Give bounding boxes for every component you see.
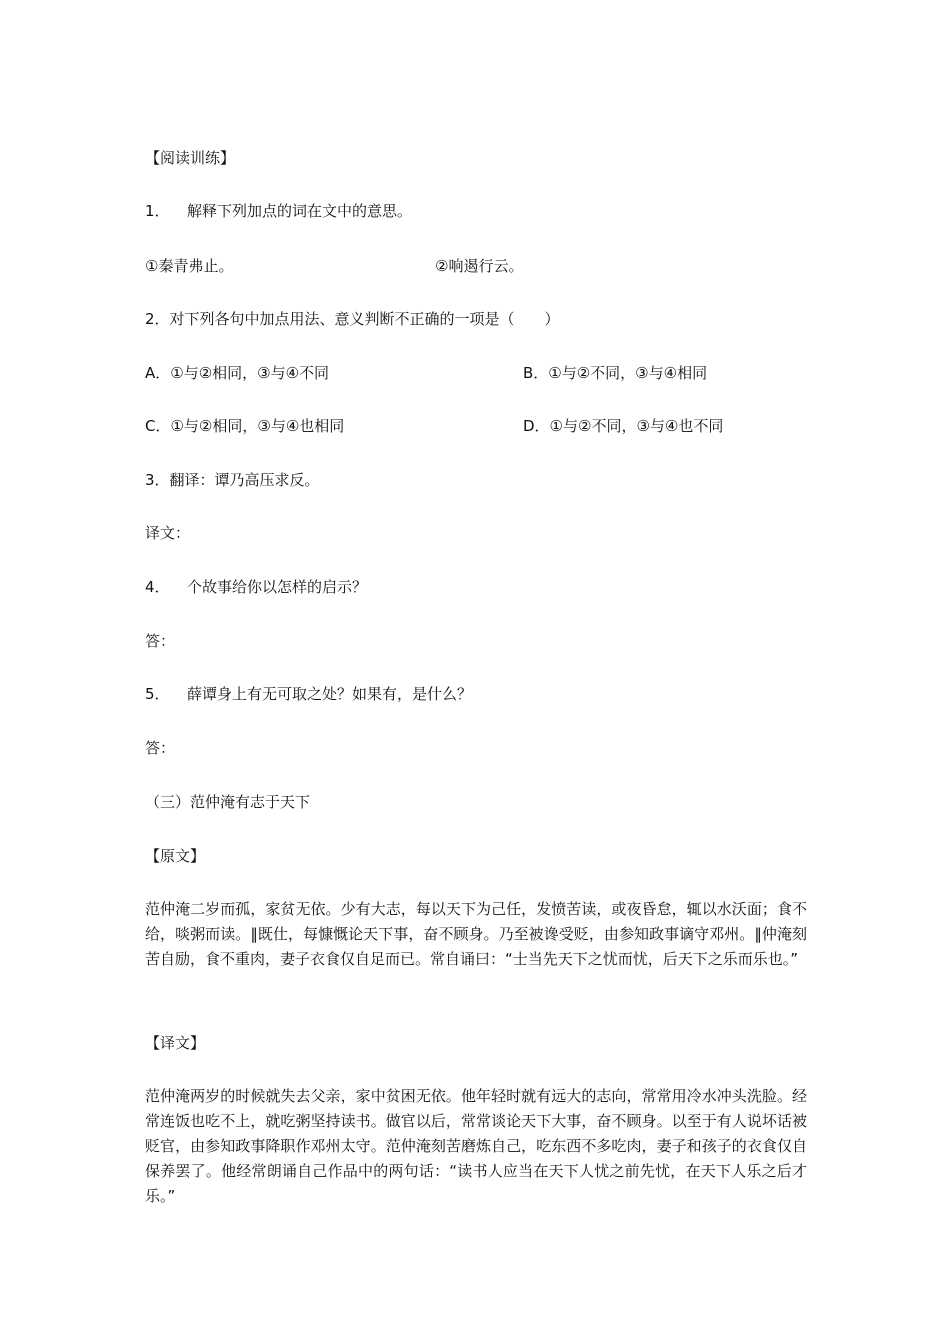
- translation-label: 译文：: [145, 524, 191, 542]
- answer-label-2: 答：: [145, 739, 176, 757]
- translation-paragraph: 范仲淹两岁的时候就失去父亲，家中贫困无依。他年轻时就有远大的志向，常常用冷水冲头洗脸。经常连饭也吃不上，就吃粥坚持读书。做官以后，常常谈论天下大事，奋不顾身。以至于有人说坏话被贬官，由参知政事降职作邓州太守。范仲淹刻苦磨炼自己，吃东西不多吃肉，妻子和孩子的衣食仅自保养罢了。他经常朗诵自己作品中的两句话：“读书人应当在天下人忧之前先忧，在天下人乐之后才乐。”: [145, 1087, 807, 1205]
- question-1-item-2: ②响遏行云。: [435, 257, 524, 275]
- original-text-header: 【原文】: [145, 847, 206, 865]
- question-2-option-b: B．①与②不同，③与④相同: [523, 364, 708, 382]
- question-1-item-1: ①秦青弗止。: [145, 257, 234, 275]
- question-1-number: 1．: [145, 202, 170, 220]
- question-2-option-d: D．①与②不同，③与④也不同: [523, 417, 724, 435]
- question-5-text: 薛谭身上有无可取之处？如果有，是什么？: [187, 685, 473, 703]
- question-4: [145, 577, 367, 597]
- question-1: [145, 201, 412, 221]
- question-2-option-a: A．①与②相同，③与④不同: [145, 364, 330, 382]
- question-5-number: 5．: [145, 685, 170, 703]
- question-2: 2．对下列各句中加点用法、意义判断不正确的一项是（ ）: [145, 310, 560, 328]
- question-4-number: 4．: [145, 578, 170, 596]
- original-text-paragraph: 范仲淹二岁而孤，家贫无依。少有大志，每以天下为己任，发愤苦读，或夜昏怠，辄以水沃面；食不给，啖粥而读。‖既仕，每慷慨论天下事，奋不顾身。乃至被谗受贬，由参知政事谪守邓州。‖仲淹刻苦自励，食不重肉，妻子衣食仅自足而已。常自诵曰：“士当先天下之忧而忧，后天下之乐而乐也。”: [145, 900, 807, 968]
- question-1-text: 解释下列加点的词在文中的意思。: [187, 202, 413, 220]
- section-title: （三）范仲淹有志于天下: [145, 793, 311, 811]
- question-4-text: 个故事给你以怎样的启示？: [187, 578, 368, 596]
- reading-training-header: 【阅读训练】: [145, 149, 236, 167]
- answer-label-1: 答：: [145, 632, 176, 650]
- question-5: [145, 684, 472, 704]
- question-2-option-c: C．①与②相同，③与④也相同: [145, 417, 345, 435]
- question-3: 3．翻译：谭乃高压求反。: [145, 471, 320, 489]
- translation-header: 【译文】: [145, 1034, 206, 1052]
